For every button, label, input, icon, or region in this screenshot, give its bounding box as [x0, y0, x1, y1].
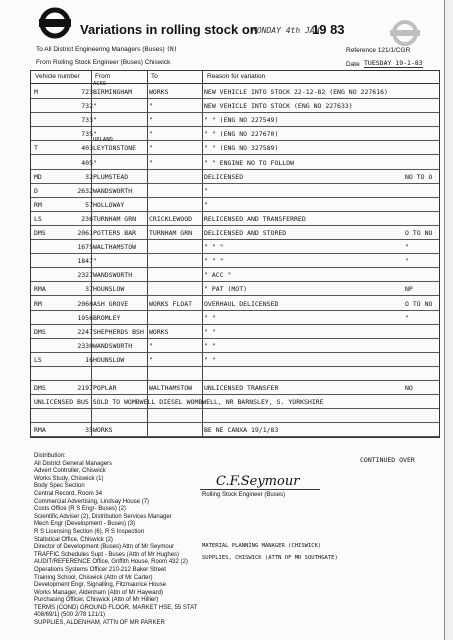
from-garage: WANDSWORTH — [93, 271, 133, 280]
from-garage: " — [93, 130, 97, 139]
vehicle-class: RMA — [34, 285, 46, 294]
table-row — [31, 268, 439, 282]
distribution-item: TERMS (COND) GROUND FLOOR, MARKET HSE, 55 STAT — [34, 604, 198, 611]
variation-reason: " " (ENG NO 327589) — [204, 144, 279, 153]
to-garage: WORKS FLOAT — [149, 299, 193, 308]
variation-reason: " — [204, 186, 208, 195]
vehicle-number: 2247 — [77, 327, 93, 336]
variation-reason: NEW VEHICLE INTO STOCK (ENG NO 227633) — [204, 102, 353, 111]
reference: Reference 121/1/CGR — [346, 47, 411, 54]
to-garage: WALTHAMSTOW — [149, 384, 193, 393]
side-note: O TO NO — [405, 229, 433, 237]
column-header-from: From — [95, 73, 111, 80]
variation-reason: " " — [204, 341, 216, 350]
distribution-item: R S Licensing Section (6), R S Inspection — [34, 528, 145, 535]
page-title: Variations in rolling stock on — [80, 22, 258, 37]
from-garage: " — [93, 158, 97, 167]
distribution-item: Development Engr, Signalling, Fitzmaurice House — [34, 582, 167, 589]
column-header-to: To — [151, 73, 158, 80]
table-row — [31, 297, 439, 311]
vehicle-number: 16 — [85, 355, 93, 364]
distribution-item: Statistical Office, Chiswick (2) — [34, 536, 113, 543]
vehicle-number: 405 — [81, 158, 93, 167]
to-garage: " — [149, 130, 153, 139]
row-note-text: UNLICENSED BUS SOLD TO WOMBWELL DIESEL WOMBWELL, NR BARNSLEY, S. YORKSHIRE — [34, 398, 324, 407]
table-row — [31, 325, 439, 339]
date-value: TUESDAY 19-1-83 — [364, 59, 423, 67]
table-row — [31, 170, 439, 184]
vehicle-number: 35 — [85, 426, 93, 435]
vehicle-number: 37 — [85, 285, 93, 294]
distribution-item: Director of Development (Buses) Attn of Mr Seymour — [34, 544, 175, 551]
vehicle-number: 723 — [81, 88, 93, 96]
title-date: MONDAY 4th JAN — [252, 26, 320, 35]
side-note: NO — [405, 384, 413, 393]
variation-reason: UNLICENSED TRANSFER — [204, 384, 279, 393]
distribution-item: Works Study, Chiswick (1) — [34, 475, 104, 482]
side-note: O TO NO — [405, 299, 433, 308]
from-garage: WALTHAMSTOW — [93, 243, 137, 252]
from-garage: WANDSWORTH — [93, 186, 133, 195]
distribution-item: Advert Controller, Chiswick — [34, 468, 106, 475]
table-row — [31, 282, 439, 296]
variation-reason: " " ENGINE NO TO FOLLOW — [204, 158, 295, 167]
table-row — [31, 423, 439, 437]
to-garage: " — [149, 355, 153, 364]
from-garage: WORKS — [93, 426, 113, 435]
table-row — [31, 367, 439, 381]
addressee — [36, 46, 177, 53]
distribution-item: Commercial Advertising, Lindsay House (7) — [34, 498, 150, 505]
page-edge — [444, 0, 453, 640]
variation-reason: DELICENSED AND STORED — [204, 229, 287, 237]
addressee-text: To All District Engineering Managers (Buses) — [36, 46, 165, 53]
from-garage: POPLAR — [93, 384, 117, 393]
handwritten-note: MATERIAL PLANNING MANAGER (CHISWICK) — [202, 543, 322, 549]
vehicle-number: 1956 — [77, 313, 93, 322]
variation-reason: " " — [204, 327, 216, 336]
to-garage: " — [149, 116, 153, 125]
vehicle-number: 2060 — [77, 299, 93, 308]
distribution-item: Body Spec Section — [34, 483, 85, 490]
from-garage: BIRMINGHAM — [93, 88, 133, 96]
vehicle-number: 2327 — [77, 271, 93, 280]
table-row — [31, 184, 439, 198]
vehicle-number: 32 — [85, 172, 93, 181]
vehicle-number: 735 — [81, 130, 93, 139]
vehicle-class: LS — [34, 355, 42, 364]
table-row — [31, 339, 439, 353]
vehicle-class: RM — [34, 299, 42, 308]
distribution-item: TRAFFIC Schedules Supt - Buses (Attn of Mr Hughes) — [34, 551, 180, 558]
vehicle-number: 2330 — [77, 341, 93, 350]
vehicle-class: DMS — [34, 229, 46, 237]
to-garage: " — [149, 158, 153, 167]
table-row — [31, 381, 439, 395]
vehicle-number: 733 — [81, 116, 93, 125]
side-note: " — [405, 257, 409, 266]
distribution-item: AUDIT/REFERENCE Office, Griffith House, Room 432 (2) — [34, 559, 188, 566]
side-note: " — [405, 243, 409, 252]
distribution-item: Central Record, Room 34 — [34, 490, 103, 497]
variations-table — [30, 70, 440, 438]
variation-reason: RELICENSED AND TRANSFERRED — [204, 214, 306, 223]
column-header-vehicle: Vehicle number — [35, 73, 80, 80]
vehicle-class: LS — [34, 214, 42, 223]
distribution-item: SUPPLIES, ALDENHAM, ATTN OF MR PARKER — [34, 620, 165, 627]
title-year: 19 83 — [312, 22, 345, 37]
from-garage: HOUNSLOW — [93, 355, 125, 364]
from-garage: " — [93, 102, 97, 111]
distribution-item: Mech Engr (Development - Buses) (3) — [34, 521, 136, 528]
date-label: Date — [346, 61, 360, 68]
vehicle-class: DMS — [34, 327, 46, 336]
vehicle-class: RMA — [34, 426, 46, 435]
from-garage: PLUMSTEAD — [93, 172, 129, 181]
distribution-item: Training School, Chiswick (Attn of Mr Carter) — [34, 574, 153, 581]
addressee-handwritten: (N) — [166, 46, 178, 53]
table-row — [31, 395, 439, 409]
variation-reason: " ACC " — [204, 271, 232, 280]
variation-reason: OVERHAUL DELICENSED — [204, 299, 279, 308]
variation-reason: NEW VEHICLE INTO STOCK 22-12-82 (ENG NO 227616) — [204, 88, 388, 96]
variation-reason: " " " — [204, 243, 224, 252]
to-garage: WORKS — [149, 327, 169, 336]
vehicle-number: 2197 — [77, 384, 93, 393]
variation-reason: " " (ENG NO 227549) — [204, 116, 279, 125]
distribution-heading: Distribution: — [34, 453, 66, 459]
table-row — [31, 198, 439, 212]
variation-reason: " " — [204, 313, 216, 322]
from-garage: WANDSWORTH — [93, 341, 133, 350]
variation-reason: BE NE CANXA 19/1/83 — [204, 426, 279, 435]
table-row — [31, 113, 439, 127]
continued-note: CONTINUED OVER — [360, 456, 415, 464]
handwritten-note: SUPPLIES, CHISWICK (ATTN OF MR SOUTHGATE) — [202, 555, 338, 561]
table-row — [31, 409, 439, 423]
table-row — [31, 156, 439, 170]
variation-reason: " PAT (MOT) — [204, 285, 248, 294]
column-header-reason: Reason for variation — [207, 73, 266, 80]
from-garage: TURNHAM GRN — [93, 214, 137, 223]
distribution-item: Purchasing Officer, Chiswick (Attn of Mr Hillier) — [34, 597, 159, 604]
table-row — [31, 212, 439, 226]
vehicle-number: 403 — [81, 144, 93, 153]
from-garage: HOUNSLOW — [93, 285, 125, 294]
distribution-list — [34, 453, 197, 628]
faint-roundel-icon — [388, 18, 422, 48]
from-garage-annotation: UPLAND — [93, 137, 113, 144]
from-garage: HOLLOWAY — [93, 200, 125, 209]
from-garage-annotation: ACKS — [93, 81, 107, 87]
from-garage: " — [93, 116, 97, 125]
variation-reason: " " — [204, 355, 216, 364]
to-garage: TURNHAM GRN — [149, 229, 193, 237]
table-row — [31, 311, 439, 325]
distribution-item: 408/69/1) (500 2/78 121/1) — [34, 612, 106, 619]
to-garage: CRICKLEWOOD — [149, 214, 193, 223]
vehicle-number: 2632 — [77, 186, 93, 195]
vehicle-number: 57 — [85, 200, 93, 209]
from-garage: POTTERS BAR — [93, 229, 137, 237]
from-garage: SHEPHERDS BSH — [93, 327, 144, 336]
signature-line — [200, 489, 320, 490]
vehicle-class: MD — [34, 172, 42, 181]
table-row — [31, 99, 439, 113]
from-garage: " — [93, 257, 97, 266]
sender: From Rolling Stock Engineer (Buses) Chiswick — [36, 59, 171, 66]
distribution-item: Operations Systems Officer 210-212 Baker Street — [34, 566, 166, 573]
vehicle-number: 732 — [81, 102, 93, 111]
distribution-item: Costs Office (R S Engr- Buses) (2) — [34, 506, 126, 513]
table-row — [31, 353, 439, 367]
from-garage: LEYTONSTONE — [93, 144, 137, 153]
vehicle-number: 236 — [81, 214, 93, 223]
signature-label: Rolling Stock Engineer (Buses) — [202, 492, 286, 498]
from-garage: ASH GROVE — [93, 299, 129, 308]
distribution-item: All District General Managers — [34, 460, 113, 467]
from-garage: BROMLEY — [93, 313, 121, 322]
table-row — [31, 137, 439, 155]
vehicle-number: 1675 — [77, 243, 93, 252]
distribution-item: Scientific Adviser (2), Distribution Services Manager — [34, 513, 172, 520]
vehicle-class: T — [34, 144, 38, 153]
vehicle-class: RM — [34, 200, 42, 209]
table-row — [31, 254, 439, 268]
to-garage: " — [149, 341, 153, 350]
side-note: " — [405, 313, 409, 322]
table-row — [31, 240, 439, 254]
side-note: NO TO O — [405, 172, 433, 181]
london-transport-roundel-icon — [38, 6, 72, 40]
variation-reason: " " " — [204, 257, 224, 266]
vehicle-number: 2061 — [77, 229, 93, 237]
side-note: NP — [405, 285, 413, 294]
table-row — [31, 81, 439, 99]
to-garage: WORKS — [149, 88, 169, 96]
to-garage: " — [149, 144, 153, 153]
variation-reason: " " (ENG NO 227670) — [204, 130, 279, 139]
vehicle-class: D — [34, 186, 38, 195]
variation-reason: " — [204, 200, 208, 209]
vehicle-number: 1847 — [77, 257, 93, 266]
variation-reason: DELICENSED — [204, 172, 244, 181]
vehicle-class: M — [34, 88, 38, 96]
signature: C.F.Seymour — [216, 474, 300, 489]
vehicle-class: DMS — [34, 384, 46, 393]
distribution-item: Works Manager, Aldenham (Attn of Mr Hayward) — [34, 589, 163, 596]
table-row — [31, 226, 439, 240]
to-garage: " — [149, 102, 153, 111]
